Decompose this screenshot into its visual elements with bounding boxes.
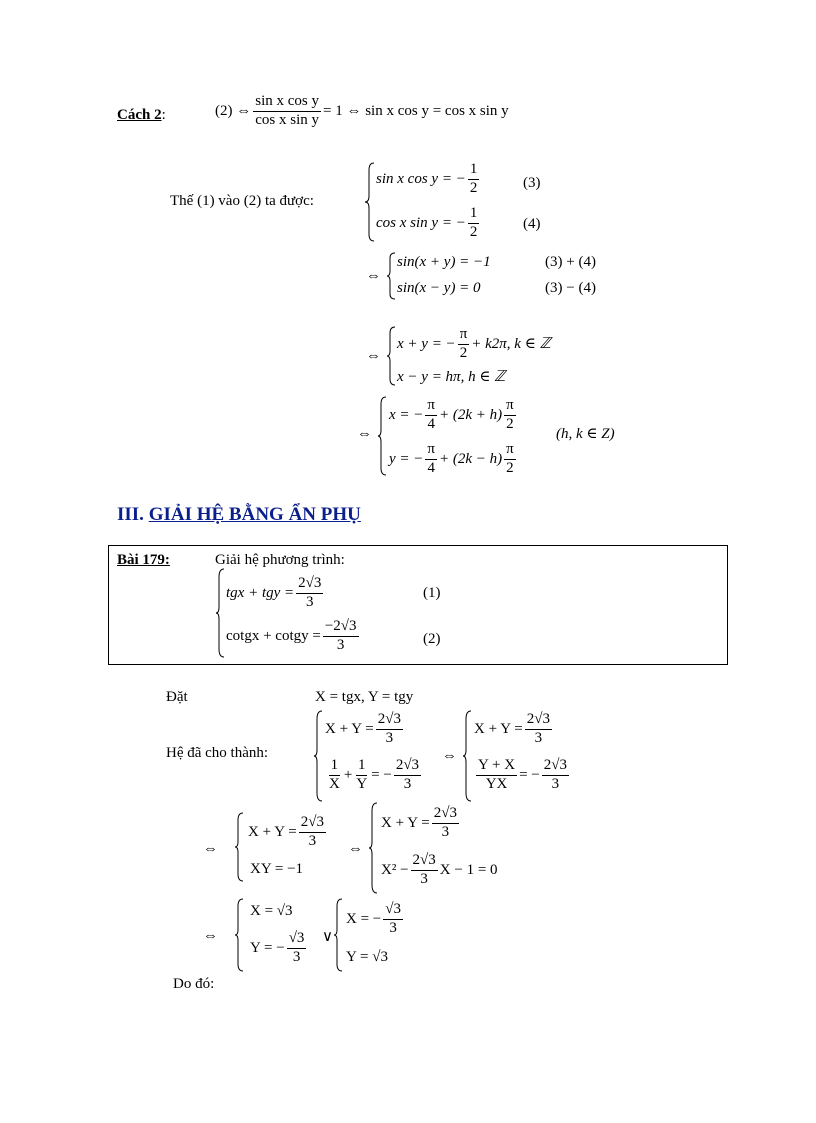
brace-s5a: [234, 812, 246, 882]
he-a1: X + Y = $\frac{2√3}{3}$: [325, 711, 401, 746]
arrow-s5: ⇔: [203, 841, 218, 857]
he-b2: $\frac{Y + X}{YX}$ = − $\frac{2√3}{3}$: [478, 757, 567, 792]
s3-line2: x − y = hπ, h ∈ ℤ: [397, 369, 506, 385]
the-line1: sin x cos y = − $\frac{1}{2}$: [376, 161, 478, 196]
problem-eq1: tgx + tgy = $\frac{2√3}{3}$: [226, 575, 322, 610]
brace-he1: [313, 710, 325, 802]
s4-line1: x = − $\frac{\pi}{4}$ + (2k + h) $\frac{\pi}{2}$: [389, 397, 514, 432]
brace-s6a: [234, 898, 246, 972]
s3-line1: x + y = − $\frac{\pi}{2}$ + k2π, k ∈ ℤ: [397, 326, 551, 361]
dat-label: Đặt: [166, 689, 188, 705]
brace-s5b: [368, 802, 380, 894]
s5-b1: X + Y = $\frac{2√3}{3}$: [381, 805, 457, 840]
brace-s6b: [333, 898, 345, 972]
problem-tag2: (2): [423, 631, 441, 647]
brace-he2: [462, 710, 474, 802]
s2-tag1: (3) + (4): [545, 254, 596, 270]
s2-line1: sin(x + y) = −1: [397, 254, 491, 270]
the-tag3: (3): [523, 175, 541, 191]
cach2-equation: (2) ⇔ $\frac{\text{sin x cos y}}{\text{cos x sin y}}$ = 1 ⇔ sin x cos y = cos x sin y: [215, 93, 509, 128]
he-label: Hệ đã cho thành:: [166, 745, 269, 761]
problem-box: [108, 545, 728, 665]
section-heading: III. GIẢI HỆ BẰNG ẨN PHỤ: [117, 504, 361, 525]
s2-tag2: (3) − (4): [545, 280, 596, 296]
arrow-s3: ⇔: [366, 348, 381, 364]
dodo-text: Do đó:: [173, 976, 215, 992]
s6-b2: Y = √3: [346, 949, 388, 965]
he-a2: $\frac{1}{X}$ + $\frac{1}{Y}$ = − $\frac{2√3}{3}$: [329, 757, 420, 792]
problem-text: Giải hệ phương trình:: [215, 552, 345, 568]
dat-expr: X = tgx, Y = tgy: [315, 689, 414, 705]
arrow-s4: ⇔: [357, 426, 372, 442]
s4-condition: (h, k ∈ Z): [556, 426, 615, 442]
arrow-s5b: ⇔: [348, 841, 363, 857]
s6-or: ∨: [322, 929, 333, 945]
brace-4: [377, 396, 389, 476]
problem-label: Bài 179:: [117, 552, 170, 568]
the-line2: cos x sin y = − $\frac{1}{2}$: [376, 205, 478, 240]
arrow-s2: ⇔: [366, 268, 381, 284]
problem-tag1: (1): [423, 585, 441, 601]
s5-a2: XY = −1: [250, 861, 304, 877]
the-text: Thế (1) vào (2) ta được:: [170, 193, 314, 209]
s5-b2: X² − $\frac{2√3}{3}$ X − 1 = 0: [381, 852, 498, 887]
s6-b1: X = − $\frac{√3}{3}$: [346, 901, 401, 936]
he-arrow: ⇔: [442, 748, 457, 764]
s4-line2: y = − $\frac{\pi}{4}$ + (2k − h) $\frac{\pi}{2}$: [389, 441, 514, 476]
the-tag4: (4): [523, 216, 541, 232]
problem-eq2: cotgx + cotgy = $\frac{-2√3}{3}$: [226, 618, 357, 653]
s6-a2: Y = − $\frac{√3}{3}$: [250, 930, 305, 965]
arrow-s6: ⇔: [203, 928, 218, 944]
he-b1: X + Y = $\frac{2√3}{3}$: [474, 711, 550, 746]
s2-line2: sin(x − y) = 0: [397, 280, 481, 296]
s6-a1: X = √3: [250, 903, 293, 919]
cach2-label: Cách 2:: [117, 107, 166, 123]
s5-a1: X + Y = $\frac{2√3}{3}$: [248, 814, 324, 849]
